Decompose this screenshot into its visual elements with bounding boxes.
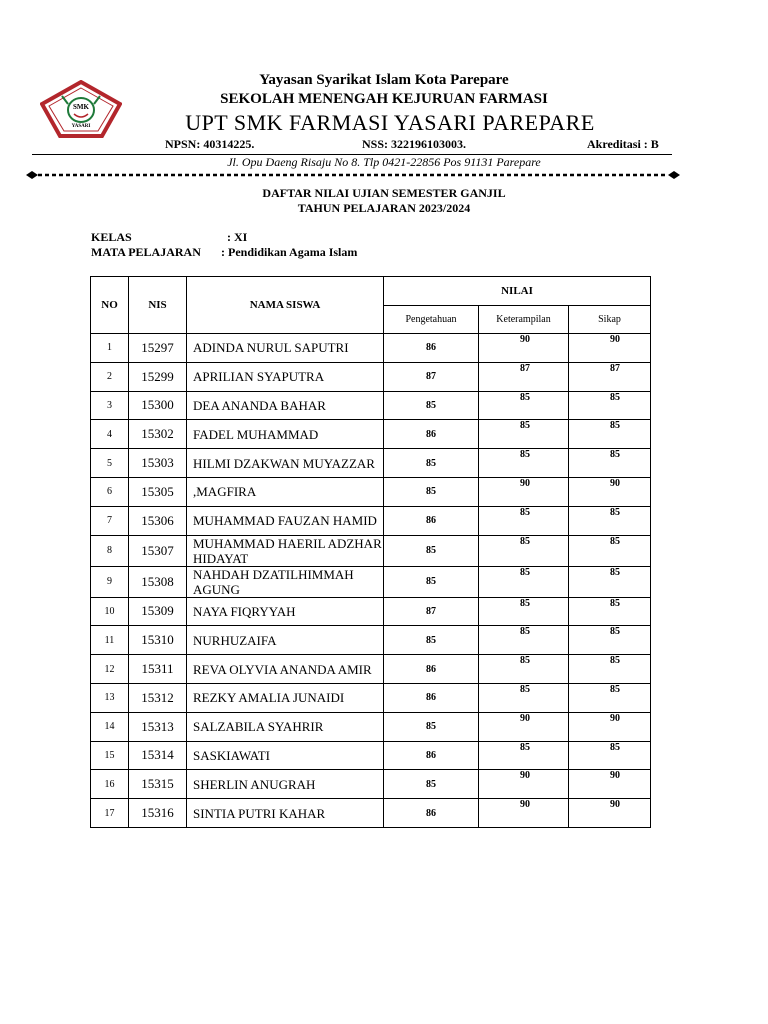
cell-keterampilan <box>479 391 569 420</box>
header-pengetahuan: Pengetahuan <box>384 306 479 334</box>
cell-nama: ,MAGFIRA <box>187 477 384 506</box>
cell-pengetahuan: 86 <box>384 334 479 363</box>
cell-no: 16 <box>91 770 129 799</box>
cell-pengetahuan: 86 <box>384 655 479 684</box>
table-row <box>91 506 651 535</box>
cell-keterampilan <box>479 655 569 684</box>
cell-keterampilan <box>479 799 569 828</box>
cell-sikap <box>569 334 651 363</box>
cell-keterampilan-value: 85 <box>520 655 530 667</box>
cell-pengetahuan: 85 <box>384 391 479 420</box>
logo-text-main: SMK <box>73 103 89 111</box>
dotted-divider <box>26 168 680 182</box>
kelas-value: : XI <box>227 230 248 244</box>
mapel-value: : Pendidikan Agama Islam <box>221 245 358 259</box>
cell-pengetahuan: 86 <box>384 683 479 712</box>
nss: NSS: 322196103003. <box>362 137 467 151</box>
cell-keterampilan-value: 90 <box>520 770 530 782</box>
cell-keterampilan <box>479 770 569 799</box>
cell-keterampilan-value: 85 <box>520 506 530 518</box>
cell-nama: MUHAMMAD HAERIL ADZHAR HIDAYAT <box>187 535 384 566</box>
cell-nama: REVA OLYVIA ANANDA AMIR <box>187 655 384 684</box>
cell-keterampilan-value: 85 <box>520 683 530 695</box>
cell-pengetahuan: 86 <box>384 741 479 770</box>
table-row <box>91 626 651 655</box>
logo-text-sub: YASARI <box>71 124 91 129</box>
cell-no: 3 <box>91 391 129 420</box>
mapel-label: MATA PELAJARAN <box>91 245 201 259</box>
cell-sikap-value: 85 <box>610 626 621 638</box>
cell-sikap-value: 85 <box>610 597 621 609</box>
cell-nis: 15311 <box>129 655 187 684</box>
table-row <box>91 334 651 363</box>
cell-keterampilan-value: 85 <box>520 597 530 609</box>
cell-keterampilan-value: 90 <box>520 334 530 345</box>
cell-keterampilan-value: 85 <box>520 626 530 638</box>
cell-nis: 15299 <box>129 362 187 391</box>
table-row <box>91 597 651 626</box>
cell-nama: NURHUZAIFA <box>187 626 384 655</box>
table-row <box>91 799 651 828</box>
table-row <box>91 770 651 799</box>
cell-pengetahuan: 85 <box>384 712 479 741</box>
header-nis: NIS <box>129 277 187 334</box>
cell-sikap <box>569 391 651 420</box>
cell-nis: 15309 <box>129 597 187 626</box>
cell-sikap-value: 90 <box>610 799 621 811</box>
cell-pengetahuan: 85 <box>384 770 479 799</box>
cell-keterampilan <box>479 597 569 626</box>
cell-sikap-value: 85 <box>610 506 621 518</box>
cell-nis: 15316 <box>129 799 187 828</box>
cell-sikap-value: 85 <box>610 566 621 578</box>
cell-sikap-value: 85 <box>610 391 621 403</box>
cell-sikap-value: 85 <box>610 655 621 667</box>
cell-nama: DEA ANANDA BAHAR <box>187 391 384 420</box>
cell-sikap-value: 90 <box>610 334 621 345</box>
school-type: SEKOLAH MENENGAH KEJURUAN FARMASI <box>220 91 548 107</box>
grades-table <box>90 276 651 828</box>
school-address: Jl. Opu Daeng Risaju No 8. Tlp 0421-22856 Pos 91131 Parepare <box>227 155 541 169</box>
cell-no: 8 <box>91 535 129 566</box>
cell-nama: HILMI DZAKWAN MUYAZZAR <box>187 449 384 478</box>
cell-sikap <box>569 683 651 712</box>
foundation-name: Yayasan Syarikat Islam Kota Parepare <box>259 72 509 88</box>
cell-no: 13 <box>91 683 129 712</box>
cell-keterampilan <box>479 420 569 449</box>
cell-nama: APRILIAN SYAPUTRA <box>187 362 384 391</box>
akreditasi: Akreditasi : B <box>587 137 659 151</box>
cell-nis: 15314 <box>129 741 187 770</box>
cell-nama: MUHAMMAD FAUZAN HAMID <box>187 506 384 535</box>
cell-no: 12 <box>91 655 129 684</box>
cell-sikap <box>569 420 651 449</box>
grades-body <box>91 334 651 828</box>
cell-keterampilan-value: 90 <box>520 477 530 489</box>
header-keterampilan: Keterampilan <box>479 306 569 334</box>
cell-sikap-value: 87 <box>610 362 621 374</box>
cell-sikap-value: 90 <box>610 770 621 782</box>
table-row <box>91 477 651 506</box>
table-row <box>91 362 651 391</box>
npsn: NPSN: 40314225. <box>165 137 255 151</box>
cell-no: 9 <box>91 566 129 597</box>
table-row <box>91 712 651 741</box>
cell-sikap <box>569 362 651 391</box>
cell-nis: 15313 <box>129 712 187 741</box>
cell-keterampilan-value: 87 <box>520 362 530 374</box>
cell-pengetahuan: 85 <box>384 449 479 478</box>
cell-sikap <box>569 712 651 741</box>
cell-keterampilan-value: 85 <box>520 420 530 432</box>
cell-sikap <box>569 535 651 566</box>
cell-sikap-value: 85 <box>610 449 621 461</box>
cell-keterampilan <box>479 477 569 506</box>
cell-pengetahuan: 85 <box>384 566 479 597</box>
document-year: TAHUN PELAJARAN 2023/2024 <box>297 201 471 215</box>
cell-keterampilan-value: 85 <box>520 741 530 753</box>
cell-pengetahuan: 85 <box>384 535 479 566</box>
cell-nis: 15302 <box>129 420 187 449</box>
cell-no: 4 <box>91 420 129 449</box>
cell-nama: SINTIA PUTRI KAHAR <box>187 799 384 828</box>
cell-keterampilan-value: 90 <box>520 799 530 811</box>
cell-pengetahuan: 87 <box>384 597 479 626</box>
cell-nama: NAHDAH DZATILHIMMAH AGUNG <box>187 566 384 597</box>
cell-nama: NAYA FIQRYYAH <box>187 597 384 626</box>
cell-pengetahuan: 86 <box>384 506 479 535</box>
cell-keterampilan-value: 90 <box>520 712 530 724</box>
cell-keterampilan-value: 85 <box>520 449 530 461</box>
cell-pengetahuan: 87 <box>384 362 479 391</box>
cell-no: 17 <box>91 799 129 828</box>
cell-nis: 15305 <box>129 477 187 506</box>
cell-nama: FADEL MUHAMMAD <box>187 420 384 449</box>
cell-no: 15 <box>91 741 129 770</box>
table-row <box>91 391 651 420</box>
cell-keterampilan <box>479 712 569 741</box>
cell-nis: 15297 <box>129 334 187 363</box>
table-row <box>91 566 651 597</box>
document-title: DAFTAR NILAI UJIAN SEMESTER GANJIL <box>262 186 506 200</box>
cell-no: 5 <box>91 449 129 478</box>
cell-sikap <box>569 770 651 799</box>
cell-sikap <box>569 597 651 626</box>
school-name: UPT SMK FARMASI YASARI PAREPARE <box>185 110 595 135</box>
cell-sikap-value: 90 <box>610 712 621 724</box>
cell-keterampilan-value: 85 <box>520 566 530 578</box>
table-row <box>91 683 651 712</box>
cell-no: 6 <box>91 477 129 506</box>
cell-keterampilan-value: 85 <box>520 391 530 403</box>
cell-nis: 15312 <box>129 683 187 712</box>
cell-keterampilan <box>479 566 569 597</box>
cell-sikap-value: 90 <box>610 477 621 489</box>
cell-nama: SHERLIN ANUGRAH <box>187 770 384 799</box>
cell-nis: 15300 <box>129 391 187 420</box>
cell-sikap <box>569 741 651 770</box>
cell-keterampilan <box>479 362 569 391</box>
cell-sikap <box>569 655 651 684</box>
header-nama: NAMA SISWA <box>187 277 384 334</box>
cell-sikap <box>569 506 651 535</box>
cell-no: 2 <box>91 362 129 391</box>
cell-no: 14 <box>91 712 129 741</box>
cell-keterampilan <box>479 626 569 655</box>
cell-keterampilan <box>479 741 569 770</box>
cell-no: 10 <box>91 597 129 626</box>
table-row <box>91 449 651 478</box>
cell-no: 1 <box>91 334 129 363</box>
cell-nis: 15307 <box>129 535 187 566</box>
header-no: NO <box>91 277 129 334</box>
cell-nama: REZKY AMALIA JUNAIDI <box>187 683 384 712</box>
table-row <box>91 535 651 566</box>
table-row <box>91 420 651 449</box>
table-row <box>91 655 651 684</box>
cell-keterampilan <box>479 535 569 566</box>
cell-sikap-value: 85 <box>610 420 621 432</box>
cell-sikap <box>569 449 651 478</box>
cell-nama: SASKIAWATI <box>187 741 384 770</box>
cell-sikap <box>569 799 651 828</box>
cell-nis: 15310 <box>129 626 187 655</box>
kelas-label: KELAS <box>91 230 132 244</box>
cell-keterampilan <box>479 506 569 535</box>
cell-nis: 15315 <box>129 770 187 799</box>
header-sikap: Sikap <box>569 306 651 334</box>
cell-sikap-value: 85 <box>610 535 621 547</box>
cell-pengetahuan: 86 <box>384 799 479 828</box>
cell-nama: ADINDA NURUL SAPUTRI <box>187 334 384 363</box>
cell-nis: 15308 <box>129 566 187 597</box>
cell-keterampilan <box>479 449 569 478</box>
cell-sikap <box>569 626 651 655</box>
cell-keterampilan <box>479 334 569 363</box>
cell-nis: 15306 <box>129 506 187 535</box>
cell-sikap-value: 85 <box>610 741 621 753</box>
cell-sikap-value: 85 <box>610 683 621 695</box>
cell-pengetahuan: 86 <box>384 420 479 449</box>
cell-nis: 15303 <box>129 449 187 478</box>
cell-sikap <box>569 477 651 506</box>
cell-no: 11 <box>91 626 129 655</box>
cell-nama: SALZABILA SYAHRIR <box>187 712 384 741</box>
cell-keterampilan-value: 85 <box>520 535 530 547</box>
table-row <box>91 741 651 770</box>
cell-keterampilan <box>479 683 569 712</box>
cell-sikap <box>569 566 651 597</box>
cell-no: 7 <box>91 506 129 535</box>
header-nilai: NILAI <box>384 277 651 306</box>
cell-pengetahuan: 85 <box>384 626 479 655</box>
cell-pengetahuan: 85 <box>384 477 479 506</box>
